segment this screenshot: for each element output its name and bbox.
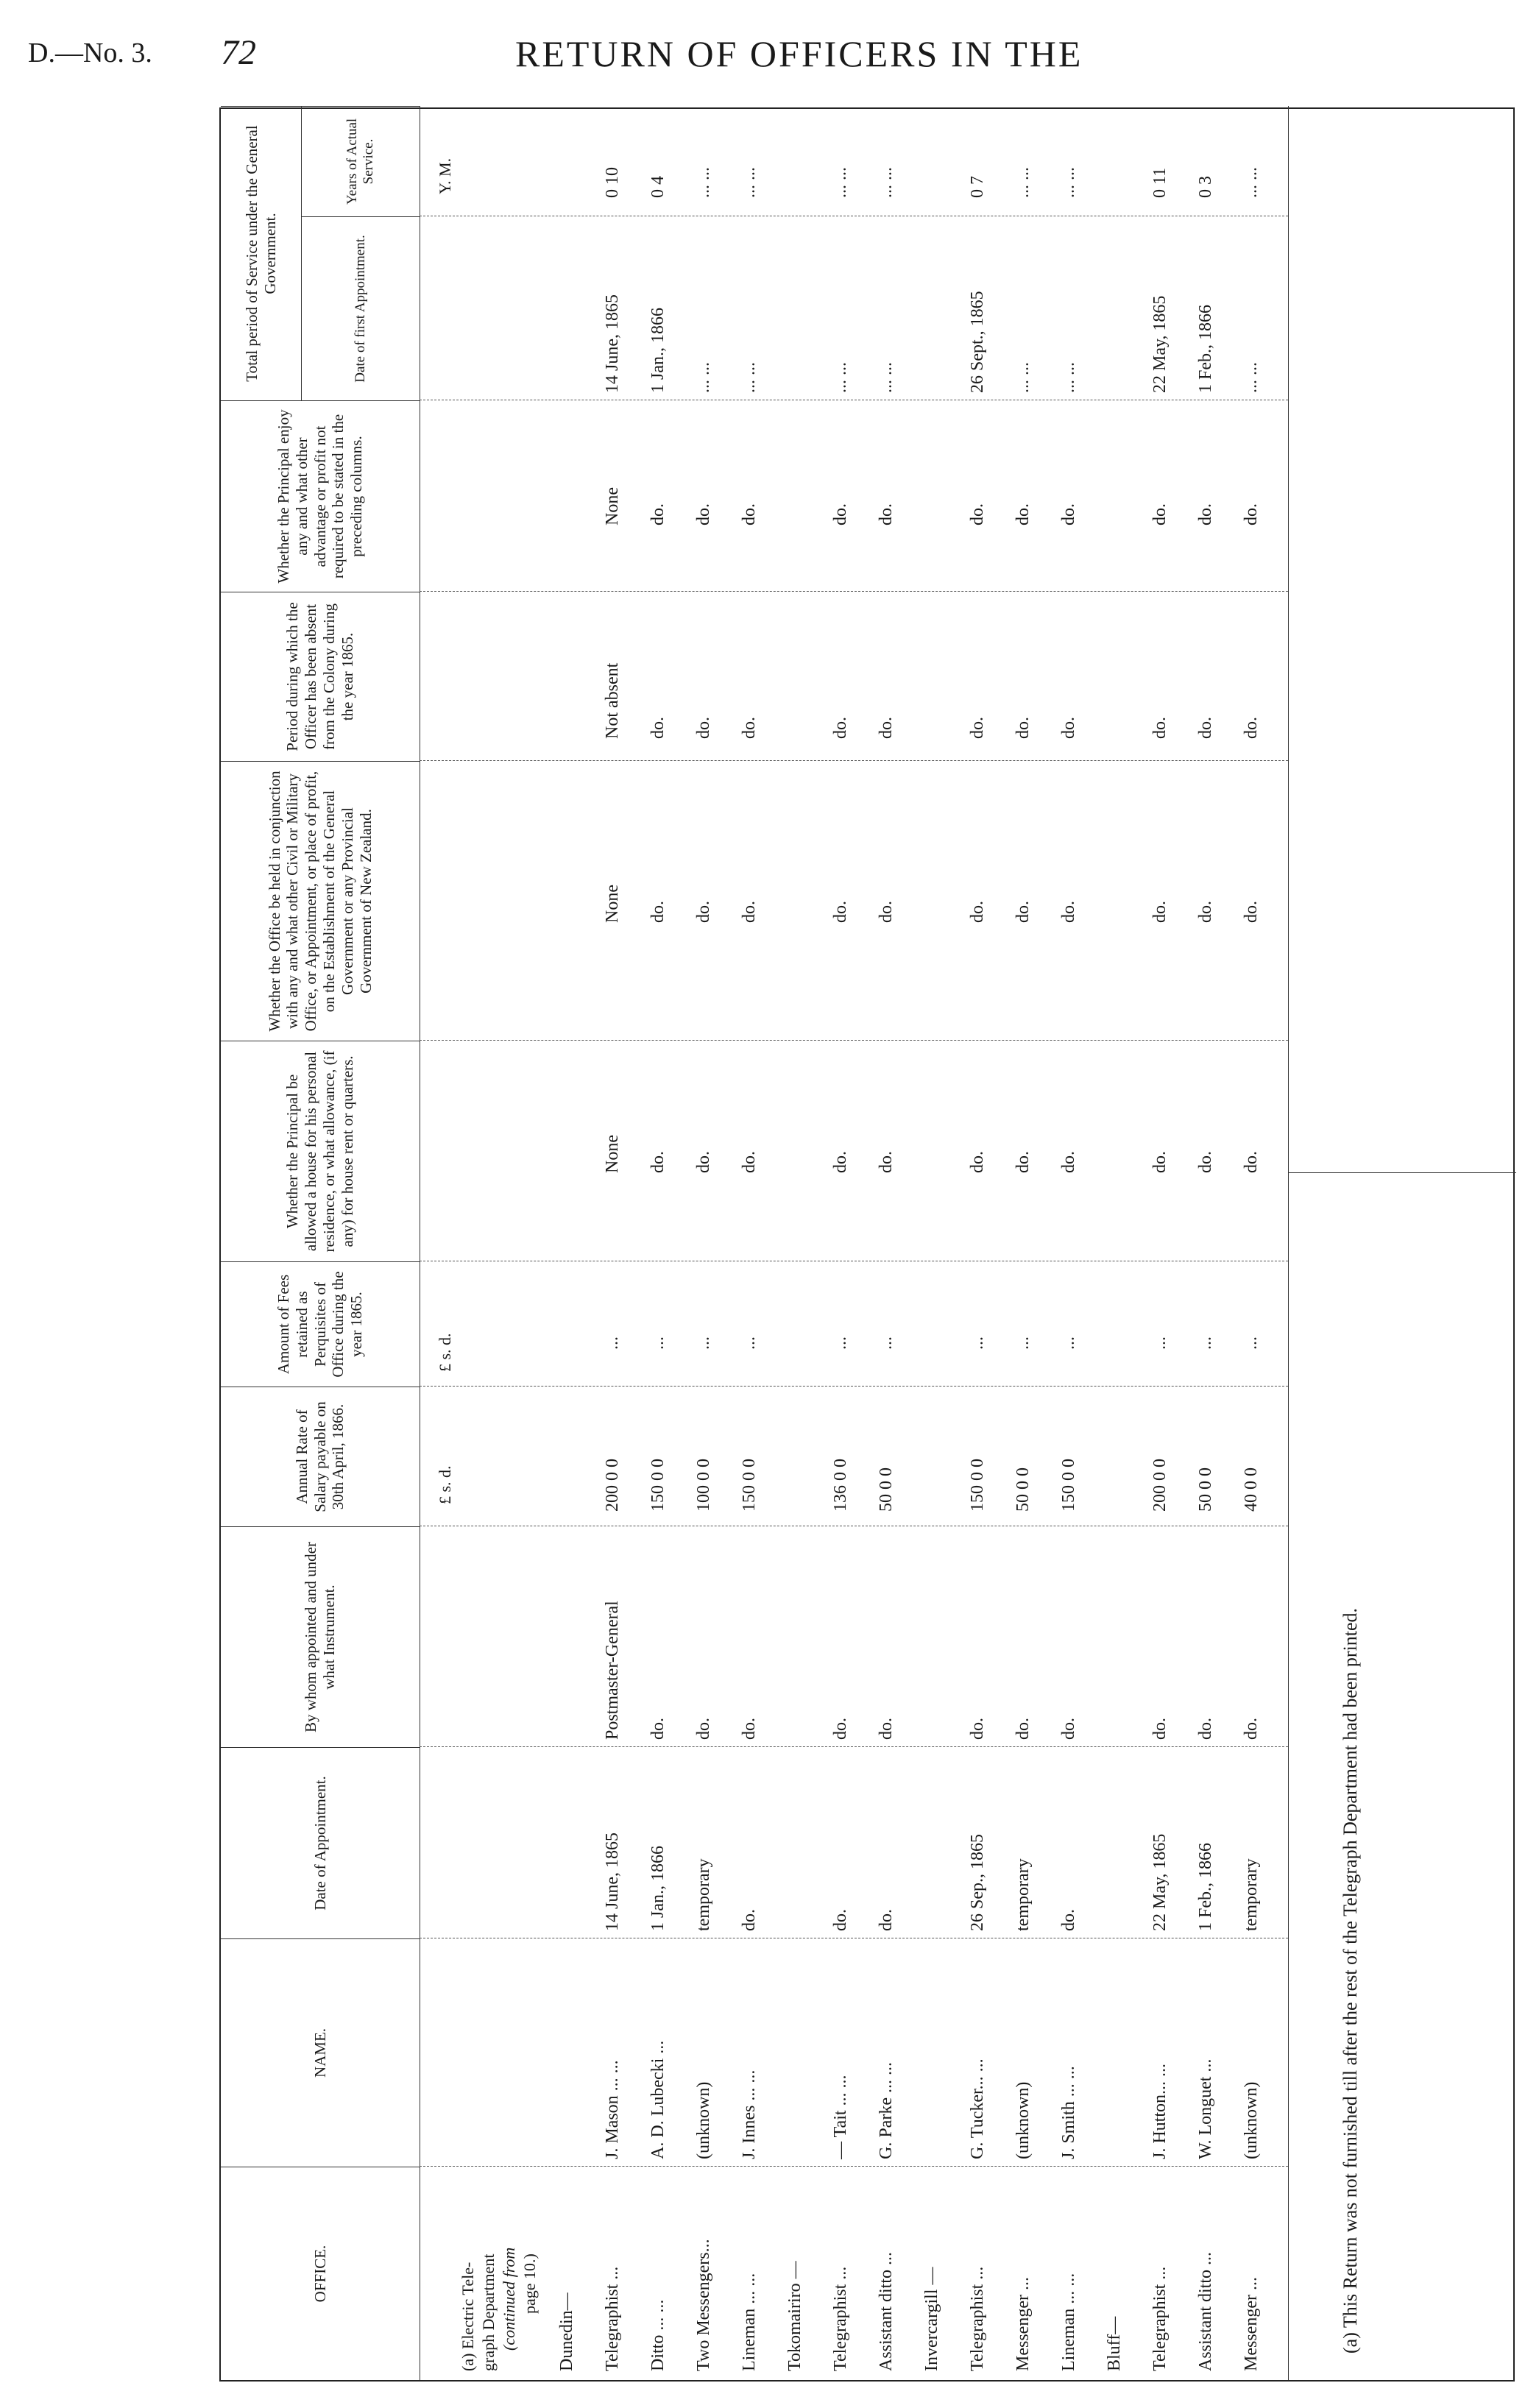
- cell-absent: do.: [1150, 717, 1170, 739]
- cell-fees: ...: [603, 1336, 622, 1350]
- cell-office: Two Messengers...: [694, 2239, 713, 2371]
- cell-name: (unknown): [694, 2081, 713, 2159]
- cell-house: do.: [1013, 1151, 1033, 1173]
- column-rule: [420, 1746, 1288, 1747]
- cell-name: J. Mason ... ...: [603, 2060, 622, 2159]
- col-header-years-service: Years of Actual Service.: [302, 106, 420, 216]
- cell-office: Messenger ...: [1013, 2277, 1033, 2371]
- cell-date: do.: [1059, 1909, 1078, 1931]
- cell-years: 0 4: [648, 176, 668, 198]
- cell-absent: do.: [968, 717, 987, 739]
- cell-adv: do.: [1196, 503, 1215, 525]
- cell-fees: ...: [831, 1336, 850, 1350]
- footnote: (a) This Return was not furnished till after the rest of the Telegraph Department had been printed.: [1340, 1607, 1361, 2354]
- cell-first: ... ...: [831, 362, 850, 393]
- cell-by: do.: [1013, 1718, 1033, 1740]
- cell-salary: 200 0 0: [603, 1459, 622, 1512]
- cell-fees: ...: [1150, 1336, 1170, 1350]
- cell-name: (unknown): [1013, 2081, 1033, 2159]
- cell-fees: ...: [1242, 1336, 1261, 1350]
- col-header-advantage: Whether the Principal enjoy any and what other advantage or profit not required to be stated in the preceding columns.: [221, 400, 420, 592]
- cell-years: 0 11: [1150, 167, 1170, 198]
- cell-first: ... ...: [1242, 362, 1261, 393]
- cell-name: J. Hutton... ...: [1150, 2063, 1170, 2159]
- cell-office: Telegraphist ...: [1150, 2266, 1170, 2371]
- column-rule: [420, 591, 1288, 592]
- cell-absent: do.: [648, 717, 668, 739]
- page-number: 72: [221, 33, 256, 72]
- cell-house: do.: [968, 1151, 987, 1173]
- col-header-by-whom: By whom appointed and under what Instrument.: [221, 1526, 420, 1747]
- cell-first: 1 Feb., 1866: [1196, 305, 1215, 393]
- cell-other: do.: [694, 901, 713, 923]
- cell-name: (unknown): [1242, 2081, 1261, 2159]
- col-header-fees: Amount of Fees retained as Perquisites of Office during the year 1865.: [221, 1261, 420, 1387]
- cell-by: do.: [1196, 1718, 1215, 1740]
- cell-other: do.: [1242, 901, 1261, 923]
- cell-absent: do.: [1013, 717, 1033, 739]
- cell-house: do.: [877, 1151, 896, 1173]
- cell-other: do.: [1196, 901, 1215, 923]
- section-heading: (a) Electric Tele-: [459, 2262, 477, 2371]
- cell-other: None: [603, 885, 622, 923]
- cell-house: do.: [1059, 1151, 1078, 1173]
- cell-salary: 150 0 0: [648, 1459, 668, 1512]
- cell-first: 22 May, 1865: [1150, 295, 1170, 393]
- cell-years: 0 3: [1196, 176, 1215, 198]
- cell-adv: do.: [831, 503, 850, 525]
- cell-fees: ...: [1013, 1336, 1033, 1350]
- cell-date: do.: [831, 1909, 850, 1931]
- cell-office: Assistant ditto ...: [877, 2251, 896, 2371]
- cell-adv: do.: [877, 503, 896, 525]
- cell-name: J. Smith ... ...: [1059, 2066, 1078, 2159]
- column-rule: [420, 1386, 1288, 1387]
- col-header-service-group: Total period of Service under the General Government.: [221, 106, 302, 400]
- cell-salary: 200 0 0: [1150, 1459, 1170, 1512]
- cell-date: 26 Sep., 1865: [968, 1834, 987, 1931]
- cell-salary: 50 0 0: [1013, 1467, 1033, 1512]
- cell-salary: 100 0 0: [694, 1459, 713, 1512]
- salary-units: £ s. d.: [436, 1465, 454, 1504]
- cell-first: ... ...: [877, 362, 896, 393]
- cell-other: do.: [877, 901, 896, 923]
- cell-date: 1 Feb., 1866: [1196, 1843, 1215, 1931]
- cell-by: Postmaster-General: [603, 1601, 622, 1740]
- cell-first: ... ...: [694, 362, 713, 393]
- cell-by: do.: [877, 1718, 896, 1740]
- cell-absent: Not absent: [603, 662, 622, 739]
- col-header-name: NAME.: [221, 1938, 420, 2167]
- cell-office: Tokomairiro —: [785, 2261, 804, 2371]
- cell-name: G. Tucker... ...: [968, 2058, 987, 2159]
- column-rule: [420, 760, 1288, 761]
- cell-by: do.: [968, 1718, 987, 1740]
- cell-adv: do.: [740, 503, 759, 525]
- cell-house: do.: [1242, 1151, 1261, 1173]
- cell-fees: ...: [1196, 1336, 1215, 1350]
- cell-office: Assistant ditto ...: [1196, 2251, 1215, 2371]
- cell-office: Telegraphist ...: [831, 2266, 850, 2371]
- cell-adv: do.: [1242, 503, 1261, 525]
- cell-fees: ...: [740, 1336, 759, 1350]
- cell-years: ... ...: [831, 167, 850, 198]
- cell-fees: ...: [1059, 1336, 1078, 1350]
- cell-date: 22 May, 1865: [1150, 1833, 1170, 1931]
- cell-years: ... ...: [694, 167, 713, 198]
- cell-other: do.: [831, 901, 850, 923]
- cell-first: 26 Sept., 1865: [968, 291, 987, 393]
- cell-date: temporary: [1013, 1858, 1033, 1931]
- section-heading: page 10.): [520, 2253, 539, 2314]
- cell-by: do.: [694, 1718, 713, 1740]
- col-header-date-of-appointment: Date of Appointment.: [221, 1747, 420, 1938]
- cell-adv: do.: [694, 503, 713, 525]
- cell-salary: 150 0 0: [740, 1459, 759, 1512]
- cell-absent: do.: [877, 717, 896, 739]
- cell-by: do.: [831, 1718, 850, 1740]
- col-header-office: OFFICE.: [221, 2167, 420, 2380]
- cell-date: do.: [740, 1909, 759, 1931]
- cell-years: ... ...: [1242, 167, 1261, 198]
- cell-adv: do.: [1013, 503, 1033, 525]
- cell-office: Telegraphist ...: [603, 2266, 622, 2371]
- col-header-other-office: Whether the Office be held in conjunction with any and what other Civil or Military Office, or Appointment, or place of profit, on the Establishment of the General Government or any Provincial Government of New Zealand.: [221, 761, 420, 1041]
- cell-office: Dunedin—: [557, 2292, 576, 2371]
- cell-years: ... ...: [740, 167, 759, 198]
- cell-salary: 40 0 0: [1242, 1467, 1261, 1512]
- cell-office: Bluff—: [1105, 2316, 1124, 2371]
- cell-adv: do.: [1059, 503, 1078, 525]
- cell-salary: 150 0 0: [1059, 1459, 1078, 1512]
- cell-office: Lineman ... ...: [740, 2273, 759, 2371]
- cell-fees: ...: [877, 1336, 896, 1350]
- cell-other: do.: [1013, 901, 1033, 923]
- cell-name: A. D. Lubecki ...: [648, 2040, 668, 2159]
- cell-salary: 50 0 0: [1196, 1467, 1215, 1512]
- page-title: RETURN OF OFFICERS IN THE: [515, 33, 1083, 74]
- cell-by: do.: [1242, 1718, 1261, 1740]
- cell-house: do.: [740, 1151, 759, 1173]
- cell-name: W. Longuet ...: [1196, 2058, 1215, 2159]
- cell-other: do.: [1150, 901, 1170, 923]
- cell-office: Invercargill —: [922, 2267, 941, 2371]
- cell-absent: do.: [831, 717, 850, 739]
- col-header-house: Whether the Principal be allowed a house for his personal residence, or what allowance, (if any) for house rent or quarters.: [221, 1041, 420, 1261]
- cell-office: Lineman ... ...: [1059, 2273, 1078, 2371]
- cell-by: do.: [1150, 1718, 1170, 1740]
- cell-name: — Tait ... ...: [831, 2075, 850, 2159]
- cell-house: do.: [1150, 1151, 1170, 1173]
- cell-date: temporary: [1242, 1858, 1261, 1931]
- page-header: [0, 29, 1539, 81]
- cell-date: 14 June, 1865: [603, 1832, 622, 1931]
- cell-house: do.: [1196, 1151, 1215, 1173]
- cell-first: 14 June, 1865: [603, 294, 622, 393]
- cell-years: 0 10: [603, 167, 622, 198]
- cell-by: do.: [648, 1718, 668, 1740]
- cell-office: Messenger ...: [1242, 2277, 1261, 2371]
- cell-house: do.: [831, 1151, 850, 1173]
- cell-other: do.: [1059, 901, 1078, 923]
- col-header-salary: Annual Rate of Salary payable on 30th April, 1866.: [221, 1387, 420, 1526]
- section-heading: (continued from: [500, 2247, 518, 2351]
- cell-fees: ...: [648, 1336, 668, 1350]
- cell-first: ... ...: [740, 362, 759, 393]
- cell-years: ... ...: [877, 167, 896, 198]
- cell-adv: do.: [1150, 503, 1170, 525]
- footer-divider: [1288, 106, 1289, 2380]
- cell-by: do.: [1059, 1718, 1078, 1740]
- cell-years: ... ...: [1013, 167, 1033, 198]
- cell-first: 1 Jan., 1866: [648, 308, 668, 393]
- cell-years: 0 7: [968, 176, 987, 198]
- cell-other: do.: [968, 901, 987, 923]
- cell-absent: do.: [1242, 717, 1261, 739]
- cell-years: ... ...: [1059, 167, 1078, 198]
- cell-date: temporary: [694, 1858, 713, 1931]
- cell-first: ... ...: [1059, 362, 1078, 393]
- cell-office: Telegraphist ...: [968, 2266, 987, 2371]
- cell-date: 1 Jan., 1866: [648, 1846, 668, 1931]
- col-header-absent: Period during which the Officer has been absent from the Colony during the year 1865.: [221, 592, 420, 761]
- cell-house: do.: [694, 1151, 713, 1173]
- section-heading: graph Department: [479, 2253, 498, 2371]
- rotated-table-body: [221, 106, 1516, 2380]
- cell-absent: do.: [1196, 717, 1215, 739]
- cell-absent: do.: [1059, 717, 1078, 739]
- cell-fees: ...: [694, 1336, 713, 1350]
- cell-adv: None: [603, 487, 622, 525]
- col-header-first-appointment: Date of first Appointment.: [302, 216, 420, 400]
- fees-units: £ s. d.: [436, 1333, 454, 1372]
- document-number: D.—No. 3.: [28, 38, 152, 68]
- cell-other: do.: [648, 901, 668, 923]
- cell-name: J. Innes ... ...: [740, 2069, 759, 2159]
- cell-name: G. Parke ... ...: [877, 2062, 896, 2159]
- years-units: Y. M.: [436, 157, 454, 194]
- cell-salary: 150 0 0: [968, 1459, 987, 1512]
- cell-absent: do.: [740, 717, 759, 739]
- column-rule: [420, 1040, 1288, 1041]
- cell-house: None: [603, 1135, 622, 1173]
- cell-first: ... ...: [1013, 362, 1033, 393]
- cell-adv: do.: [968, 503, 987, 525]
- cell-fees: ...: [968, 1336, 987, 1350]
- cell-adv: do.: [648, 503, 668, 525]
- officers-table: [219, 107, 1515, 2382]
- cell-absent: do.: [694, 717, 713, 739]
- cell-salary: 50 0 0: [877, 1467, 896, 1512]
- column-rule: [420, 2166, 1288, 2167]
- cell-date: do.: [877, 1909, 896, 1931]
- cell-by: do.: [740, 1718, 759, 1740]
- cell-other: do.: [740, 901, 759, 923]
- cell-salary: 136 0 0: [831, 1459, 850, 1512]
- footer-rule: [1288, 1172, 1516, 1173]
- cell-office: Ditto ... ...: [648, 2299, 668, 2371]
- cell-house: do.: [648, 1151, 668, 1173]
